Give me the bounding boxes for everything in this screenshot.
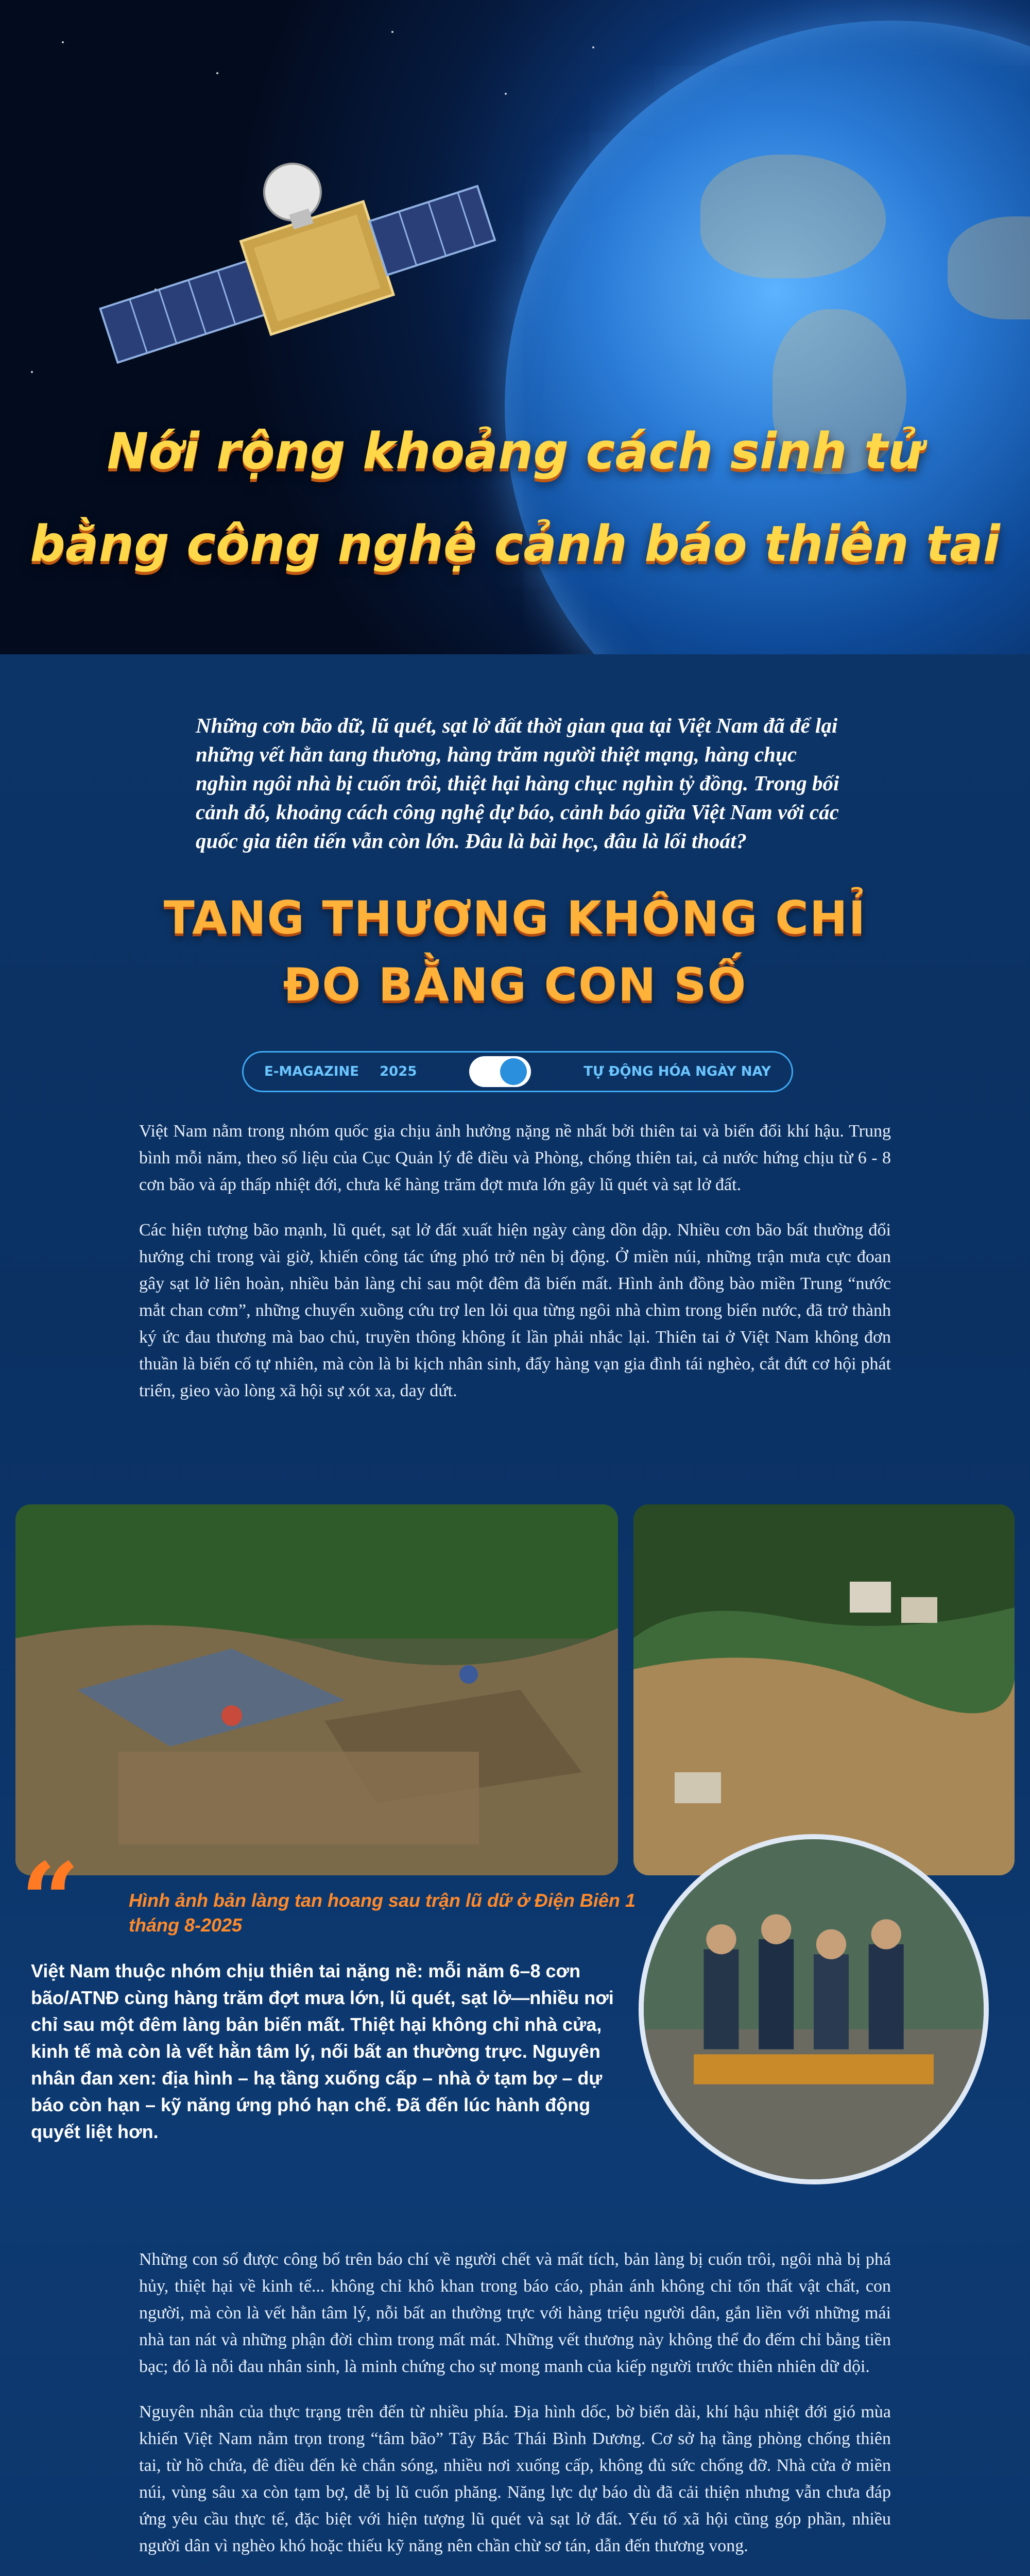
quote-icon: “ [21, 1840, 80, 1961]
paragraph: Những con số được công bố trên báo chí về người chết và mất tích, bản làng bị cuốn trôi, ngôi nhà bị phá hủy, thiệt hại về kinh tế... không chỉ khô khan trong báo cáo, phản ánh không chỉ tổn thất vật chất, con người, mà còn là vết hằn tâm lý, nỗi bất an thường trực với hàng triệu người dân, gắn liền với những mái nhà tan nát và những phận đời chìm trong mất mát. Những vết thương này không thể đo đếm chỉ bằng tiền bạc; đó là nỗi đau nhân sinh, là minh chứng cho sự mong manh của kiếp người trước thiên nhiên dữ dội. [139, 2250, 891, 2376]
toggle-switch[interactable] [469, 1056, 531, 1087]
section1-meta-bar [242, 1051, 793, 1092]
year-label: 2025 [380, 1064, 417, 1079]
flooded-town-photo [633, 1504, 1015, 1875]
hero-banner [0, 0, 1030, 654]
star [216, 72, 218, 74]
flood-village-photo [15, 1504, 618, 1875]
star [62, 41, 64, 43]
intro-lead: Những cơn bão dữ, lũ quét, sạt lở đất thời gian qua tại Việt Nam đã để lại những vết hằn tang thương, hàng trăm người thiệt mạng, hàng chục nghìn ngôi nhà bị cuốn trôi, thiệt hại hàng chục nghìn tỷ đồng. Trong bối cảnh đó, khoảng cách công nghệ dự báo, cảnh báo giữa Việt Nam với các quốc gia tiên tiến vẫn còn lớn. Đâu là bài học, đâu là lối thoát? [196, 714, 839, 853]
photo-caption: Hình ảnh bản làng tan hoang sau trận lũ dữ ở Điện Biên 1 tháng 8-2025 [129, 1890, 636, 1936]
satellite-image [77, 108, 541, 428]
hero-title-line1: Nới rộng khoảng cách sinh tử [107, 422, 923, 480]
hero-title-line2: bằng công nghệ cảnh báo thiên tai [30, 515, 1000, 573]
rescue-team-photo [639, 1834, 989, 2184]
star [31, 371, 33, 373]
highlight-box: Việt Nam thuộc nhóm chịu thiên tai nặng nề: mỗi năm 6–8 cơn bão/ATNĐ cùng hàng trăm đợt mưa lớn, lũ quét, sạt lở—nhiều nơi chỉ sau một đêm làng bản biến mất. Thiệt hại không chỉ nhà cửa, kinh tế mà còn là vết hằn tâm lý, nối bất an thường trực. Nguyên nhân đan xen: địa hình – hạ tầng xuống cấp – nhà ở tạm bợ – dự báo còn hạn – kỹ năng ứng phó hạn chế. Đã đến lúc hành động quyết liệt hơn. [31, 1960, 614, 2142]
star [505, 93, 507, 95]
paragraph: Các hiện tượng bão mạnh, lũ quét, sạt lở đất xuất hiện ngày càng dồn dập. Nhiều cơn bão bất thường đổi hướng chỉ trong vài giờ, khiến công tác ứng phó trở nên bị động. Ở miền núi, những trận mưa cực đoan gây sạt lở liên hoàn, nhiều bản làng chỉ sau một đêm đã biến mất. Hình ảnh đồng bào miền Trung “nước mắt chan cơm”, những chuyến xuồng cứu trợ len lỏi qua từng ngôi nhà chìm trong biển nước, đã trở thành ký ức đau thương mà bao chủ, truyền thông không ít lần phải nhắc lại. Thiên tai ở Việt Nam không đơn thuần là biến cố tự nhiên, mà còn là bi kịch nhân sinh, đẩy hàng vạn gia đình tái nghèo, cắt đứt cơ hội phát triển, gieo vào lòng xã hội sự xót xa, day dứt. [139, 1221, 891, 1400]
star [592, 46, 594, 48]
paragraph: Nguyên nhân của thực trạng trên đến từ nhiều phía. Địa hình dốc, bờ biển dài, khí hậu nhiệt đới gió mùa khiến Việt Nam nằm trọn trong “tâm bão” Tây Bắc Thái Bình Dương. Cơ sở hạ tầng phòng chống thiên tai, từ hồ chứa, đê điều đến kè chắn sóng, nhiều nơi xuống cấp, không đủ sức chống đỡ. Nhà cửa ở miền núi, vùng sâu xa còn tạm bợ, dễ bị lũ cuốn phăng. Năng lực dự báo dù đã cải thiện nhưng vẫn chưa đáp ứng yêu cầu thực tế, đặc biệt với hiện tượng lũ quét và sạt lở đất. Yếu tố xã hội cũng góp phần, nhiều người dân vì nghèo khó hoặc thiếu kỹ năng nên chần chừ sơ tán, dẫn đến thương vong. [139, 2402, 891, 2555]
brand-label: TỰ ĐỘNG HÓA NGÀY NAY [583, 1064, 771, 1079]
star [391, 31, 393, 33]
section1-body [139, 1118, 891, 1423]
paragraph: Việt Nam nằm trong nhóm quốc gia chịu ảnh hưởng nặng nề nhất bởi thiên tai và biến đổi khí hậu. Trung bình mỗi năm, theo số liệu của Cục Quản lý đê điều và Phòng, chống thiên tai, cả nước hứng chịu từ 6 - 8 cơn bão và áp thấp nhiệt đới, chưa kể hàng trăm đợt mưa lớn gây lũ quét và sạt lở đất. [139, 1122, 891, 1194]
emagazine-label: E-MAGAZINE [264, 1064, 359, 1079]
section1-title-line2: ĐO BẰNG CON SỐ [283, 958, 747, 1011]
section1-title-line1: TANG THƯƠNG KHÔNG CHỈ [163, 891, 867, 944]
section1-body-2 [139, 2246, 891, 2576]
